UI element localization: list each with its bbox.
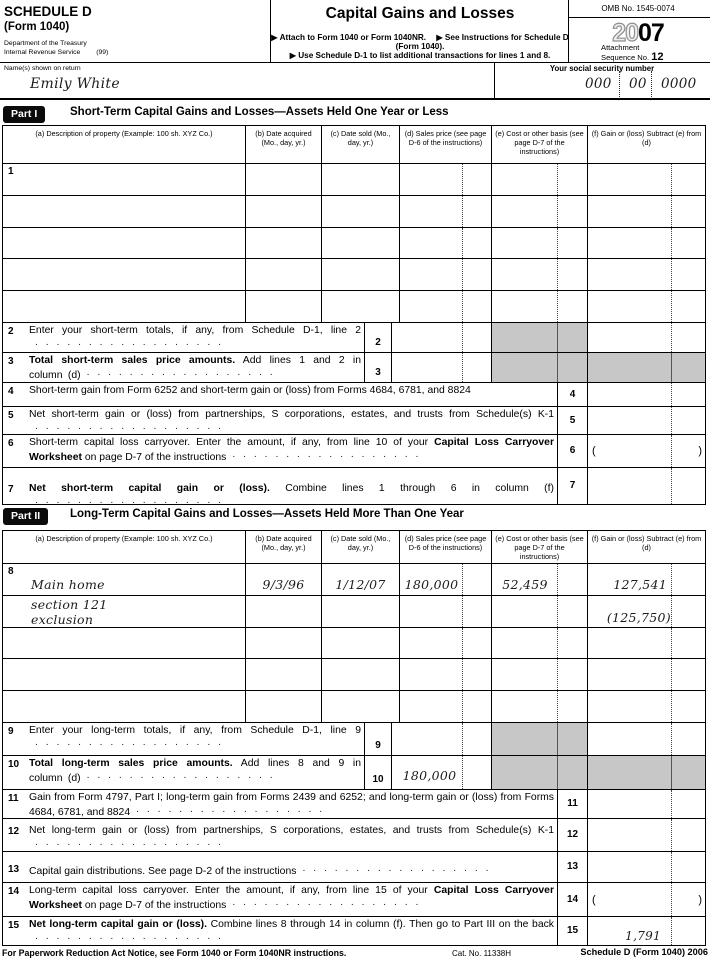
line-2-box-number: 2 (365, 323, 392, 352)
cell-description[interactable] (3, 196, 246, 227)
open-paren: ( (592, 444, 596, 457)
cell-date-acquired[interactable] (246, 164, 322, 195)
column-header-date-acquired: (b) Date acquired (Mo., day, yr.) (246, 531, 322, 563)
cell-description[interactable] (3, 228, 246, 259)
cell-cost-basis[interactable]: 52,459 (492, 564, 588, 595)
cell-date-sold[interactable]: 1/12/07 (322, 564, 400, 595)
part2-header (3, 506, 48, 525)
divider (568, 17, 710, 18)
dot-leaders: . . . . . . . . . . . . . . . . . . (35, 337, 222, 349)
cell-description[interactable] (3, 259, 246, 290)
line-2-sales-entry[interactable] (392, 323, 492, 352)
column-header-gain-loss: (f) Gain or (loss) Subtract (e) from (d) (591, 129, 702, 147)
cell-date-acquired[interactable] (246, 259, 322, 290)
cell-sales-price[interactable] (400, 596, 492, 627)
part2-column-headers (3, 531, 705, 564)
line-5-amount-entry[interactable] (588, 407, 705, 434)
catalog-number: Cat. No. 11338H (452, 949, 511, 958)
line-9-row (3, 723, 705, 756)
line-12-amount-entry[interactable] (588, 819, 705, 851)
line-15-value[interactable]: 1,791 (625, 928, 661, 943)
line-12-text: 12 Net long-term gain or (loss) from partnerships, S corporations, estates, and trusts from Schedule(s) K-1. . . . . . . . . . . . . . . . . . (3, 819, 558, 851)
cell-sales-price[interactable] (400, 628, 492, 659)
line-10-box-number: 10 (365, 756, 392, 789)
cell-gain-loss[interactable] (588, 164, 705, 195)
divider (0, 62, 710, 63)
line-7-row (3, 468, 705, 504)
line-3-text: 3 Total short-term sales price amounts. Add lines 1 and 2 in column (d) . . . . . . . . . . . . . . . . . . (3, 353, 365, 382)
paperwork-notice: For Paperwork Reduction Act Notice, see Form 1040 or Form 1040NR instructions. (2, 948, 347, 958)
line-3-box-number: 3 (365, 353, 392, 382)
cell-cost-basis[interactable] (492, 628, 588, 659)
cell-cost-basis[interactable] (492, 196, 588, 227)
part1-title: Short-Term Capital Gains and Losses—Assets Held One Year or Less (70, 106, 449, 118)
line-13-text: 13 Capital gain distributions. See page D-2 of the instructions . . . . . . . . . . . . . . . . . . (3, 852, 558, 882)
line-10-sales-entry[interactable]: 180,000 (392, 756, 492, 789)
line-15-box-number: 15 (558, 917, 588, 945)
part1-column-headers (3, 126, 705, 164)
line-11-text: 11 Gain from Form 4797, Part I; long-term gain from Forms 2439 and 6252; and long-term gain or (loss) from Forms 4684, 6781, and 8824 . . . . . . . . . . . . . . . . . . (3, 790, 558, 818)
line-2-row (3, 323, 705, 353)
cell-date-sold[interactable] (322, 628, 400, 659)
line-2-gain-entry[interactable] (588, 323, 705, 352)
cell-sales-price[interactable] (400, 691, 492, 722)
cell-description[interactable] (3, 628, 246, 659)
line-7-text: 7 Net short-term capital gain or (loss). Combine lines 1 through 6 in column (f). . . . . . . . . . . . . . . . . . (3, 468, 558, 504)
line-11-box-number: 11 (558, 790, 588, 818)
description-entry[interactable]: Main home (31, 576, 105, 592)
dot-leaders: . . . . . . . . . . . . . . . . . . (35, 495, 222, 504)
year-bold: 07 (638, 19, 664, 47)
line-5-row (3, 407, 705, 435)
line-10-shaded-cell (588, 756, 705, 789)
schedule-label: SCHEDULE D (4, 4, 92, 19)
line-5-box-number: 5 (558, 407, 588, 434)
line-14-text: 14 Long-term capital loss carryover. Enter the amount, if any, from line 15 of your Capital Loss Carryover Worksheet on page D-7 of the instructions . . . . . . . . . . . . . . . . . . (3, 883, 558, 916)
cell-cost-basis[interactable] (492, 691, 588, 722)
line-15-row (3, 917, 705, 945)
attach-instructions: ▶ Attach to Form 1040 or Form 1040NR. ▶ See Instructions for Schedule D (Form 1040). (271, 33, 569, 51)
ssn-label: Your social security number (549, 64, 655, 73)
part1-table (2, 125, 706, 505)
line-9-shaded-cell (492, 723, 588, 755)
agency-line2: Internal Revenue Service (99) (4, 48, 109, 56)
line-9-sales-entry[interactable] (392, 723, 492, 755)
line-11-row (3, 790, 705, 819)
cell-date-sold[interactable] (322, 691, 400, 722)
cell-date-acquired[interactable] (246, 196, 322, 227)
ssn-field-part1[interactable]: 000 (585, 76, 612, 92)
omb-number: OMB No. 1545-0074 (601, 4, 675, 13)
table-row[interactable] (3, 196, 705, 228)
part2-table (2, 530, 706, 946)
form-number: (Form 1040) (4, 21, 70, 33)
line-12-box-number: 12 (558, 819, 588, 851)
cell-description[interactable] (3, 596, 246, 627)
line-6-box-number: 6 (558, 435, 588, 467)
cell-gain-loss[interactable]: 127,541 (588, 564, 705, 595)
line-12-row (3, 819, 705, 852)
line-3-row (3, 353, 705, 383)
line-6-row (3, 435, 705, 468)
table-row[interactable] (3, 659, 705, 691)
line-4-row (3, 383, 705, 407)
column-header-date-sold: (c) Date sold (Mo., day, yr.) (322, 531, 400, 563)
cell-sales-price[interactable]: 180,000 (400, 564, 492, 595)
line-6-text: 6 Short-term capital loss carryover. Enter the amount, if any, from line 10 of your Capital Loss Carryover Worksheet on page D-7 of the instructions . . . . . . . . . . . . . . . . . . (3, 435, 558, 467)
column-header-cost-basis: (e) Cost or other basis (see page D-7 of the instructions) (492, 531, 588, 563)
line-8-number: 8 (8, 566, 14, 577)
cell-date-sold[interactable] (322, 259, 400, 290)
cell-date-acquired[interactable] (246, 291, 322, 322)
dot-leaders: . . . . . . . . . . . . . . . . . . (35, 421, 222, 433)
part1-header (3, 104, 45, 123)
cell-gain-loss[interactable] (588, 691, 705, 722)
form-id-footer: Schedule D (Form 1040) 2006 (580, 947, 708, 957)
agency-line1: Department of the Treasury (4, 40, 87, 47)
line-11-amount-entry[interactable] (588, 790, 705, 818)
cell-date-sold[interactable] (322, 596, 400, 627)
part1-badge: Part I (3, 106, 45, 123)
form-title: Capital Gains and Losses (325, 5, 515, 22)
name-field[interactable]: Emily White (30, 76, 120, 92)
column-header-gain-loss: (f) Gain or (loss) Subtract (e) from (d) (591, 534, 702, 552)
sequence-number: 12 (651, 50, 664, 63)
cell-date-sold[interactable] (322, 164, 400, 195)
line-14-amount-entry[interactable] (588, 883, 705, 916)
cell-sales-price[interactable] (400, 164, 492, 195)
cell-gain-loss[interactable] (588, 291, 705, 322)
cell-sales-price[interactable] (400, 659, 492, 690)
line-4-text: 4 Short-term gain from Form 6252 and short-term gain or (loss) from Forms 4684, 6781, and 8824 (3, 383, 558, 406)
dot-leaders: . . . . . . . . . . . . . . . . . . (86, 367, 273, 379)
use-d1-instruction: ▶ Use Schedule D-1 to list additional transactions for lines 1 and 8. (289, 51, 551, 60)
divider (0, 98, 710, 100)
table-row[interactable] (3, 228, 705, 260)
part2-badge: Part II (3, 508, 48, 525)
table-row[interactable] (3, 628, 705, 660)
dot-leaders: . . . . . . . . . . . . . . . . . . (136, 804, 323, 816)
line-4-box-number: 4 (558, 383, 588, 406)
attachment-sequence: Attachment Sequence No. 12 (601, 43, 664, 63)
cell-cost-basis[interactable] (492, 596, 588, 627)
cell-cost-basis[interactable] (492, 659, 588, 690)
line-13-row (3, 852, 705, 883)
column-header-cost-basis: (e) Cost or other basis (see page D-7 of the instructions) (492, 126, 588, 163)
line-7-amount-entry[interactable] (588, 468, 705, 504)
close-paren: ) (698, 444, 702, 457)
cell-date-acquired[interactable] (246, 228, 322, 259)
line-1-number: 1 (8, 166, 14, 177)
divider (270, 0, 271, 62)
column-header-sales-price: (d) Sales price (see page D-6 of the instructions) (400, 126, 492, 163)
open-paren: ( (592, 893, 596, 906)
column-header-description: (a) Description of property (Example: 100 sh. XYZ Co.) (3, 126, 246, 163)
cell-sales-price[interactable] (400, 228, 492, 259)
table-row-section-121[interactable] (3, 596, 705, 628)
line-14-row (3, 883, 705, 917)
cell-date-acquired[interactable]: 9/3/96 (246, 564, 322, 595)
line-13-amount-entry[interactable] (588, 852, 705, 882)
cell-description[interactable] (3, 291, 246, 322)
cell-sales-price[interactable] (400, 196, 492, 227)
dot-leaders: . . . . . . . . . . . . . . . . . . (302, 862, 489, 874)
line-10-text: 10 Total long-term sales price amounts. Add lines 8 and 9 in column (d) . . . . . . . . . . . . . . . . . . (3, 756, 365, 789)
dot-leaders: . . . . . . . . . . . . . . . . . . (232, 449, 419, 461)
dot-leaders: . . . . . . . . . . . . . . . . . . (35, 931, 222, 943)
close-paren: ) (698, 893, 702, 906)
line-3-shaded-cell (588, 353, 705, 382)
cell-description[interactable] (3, 659, 246, 690)
cell-sales-price[interactable] (400, 259, 492, 290)
line-10-shaded-cell (492, 756, 588, 789)
table-row[interactable] (3, 691, 705, 723)
description-entry[interactable]: section 121 exclusion (31, 596, 108, 627)
line-9-text: 9 Enter your long-term totals, if any, from Schedule D-1, line 9. . . . . . . . . . . . . . . . . . (3, 723, 365, 755)
table-row[interactable] (3, 291, 705, 323)
line-3-shaded-cell (492, 353, 588, 382)
dot-leaders: . . . . . . . . . . . . . . . . . . (35, 737, 222, 749)
cell-gain-loss[interactable] (588, 659, 705, 690)
column-header-date-acquired: (b) Date acquired (Mo., day, yr.) (246, 126, 322, 163)
cell-date-sold[interactable] (322, 228, 400, 259)
cell-cost-basis[interactable] (492, 259, 588, 290)
column-header-sales-price: (d) Sales price (see page D-6 of the instructions) (400, 531, 492, 563)
cell-date-acquired[interactable] (246, 596, 322, 627)
cell-cost-basis[interactable] (492, 164, 588, 195)
cell-cost-basis[interactable] (492, 228, 588, 259)
cell-gain-loss[interactable] (588, 259, 705, 290)
cell-gain-loss[interactable] (588, 228, 705, 259)
cell-date-acquired[interactable] (246, 659, 322, 690)
cell-sales-price[interactable] (400, 291, 492, 322)
line-15-amount-entry[interactable] (588, 917, 705, 945)
ssn-field-part2[interactable]: 00 (629, 76, 647, 92)
divider (619, 71, 620, 97)
dot-leaders: . . . . . . . . . . . . . . . . . . (86, 770, 273, 782)
dot-leaders: . . . . . . . . . . . . . . . . . . (232, 897, 419, 909)
table-row[interactable] (3, 164, 705, 196)
cell-date-acquired[interactable] (246, 628, 322, 659)
cell-cost-basis[interactable] (492, 291, 588, 322)
line-7-box-number: 7 (558, 468, 588, 504)
cell-date-sold[interactable] (322, 659, 400, 690)
line-2-shaded-cell (492, 323, 588, 352)
cell-gain-loss[interactable] (588, 628, 705, 659)
table-row[interactable] (3, 259, 705, 291)
line-10-row (3, 756, 705, 790)
line-2-text: 2 Enter your short-term totals, if any, from Schedule D-1, line 2. . . . . . . . . . . . . . . . . . (3, 323, 365, 352)
cell-gain-loss[interactable]: (125,750) (588, 596, 705, 627)
line-9-box-number: 9 (365, 723, 392, 755)
name-label: Name(s) shown on return (4, 65, 81, 72)
line-14-box-number: 14 (558, 883, 588, 916)
column-header-date-sold: (c) Date sold (Mo., day, yr.) (322, 126, 400, 163)
cell-description[interactable] (3, 691, 246, 722)
cell-description[interactable] (3, 564, 246, 595)
line-13-box-number: 13 (558, 852, 588, 882)
cell-date-sold[interactable] (322, 196, 400, 227)
cell-date-sold[interactable] (322, 291, 400, 322)
line-15-text: 15 Net long-term capital gain or (loss). Combine lines 8 through 14 in column (f). Then go to Part III on the back. . . . . . . . . . . . . . . . . . (3, 917, 558, 945)
divider (651, 71, 652, 97)
cell-description[interactable] (3, 164, 246, 195)
dot-leaders: . . . . . . . . . . . . . . . . . . (35, 837, 222, 849)
cell-gain-loss[interactable] (588, 196, 705, 227)
line-3-sales-entry[interactable] (392, 353, 492, 382)
ssn-field-part3[interactable]: 0000 (661, 76, 697, 92)
agency-block (4, 40, 204, 57)
column-header-description: (a) Description of property (Example: 100 sh. XYZ Co.) (3, 531, 246, 563)
line-4-amount-entry[interactable] (588, 383, 705, 406)
cell-date-acquired[interactable] (246, 691, 322, 722)
code-99: (99) (96, 48, 109, 56)
part2-title: Long-Term Capital Gains and Losses—Assets Held More Than One Year (70, 508, 464, 520)
line-5-text: 5 Net short-term gain or (loss) from partnerships, S corporations, estates, and trusts from Schedule(s) K-1. . . . . . . . . . . . . . . . . . (3, 407, 558, 434)
year-outline: 20 (612, 19, 638, 47)
table-row-main-home[interactable] (3, 564, 705, 596)
line-6-amount-entry[interactable] (588, 435, 705, 467)
line-9-gain-entry[interactable] (588, 723, 705, 755)
